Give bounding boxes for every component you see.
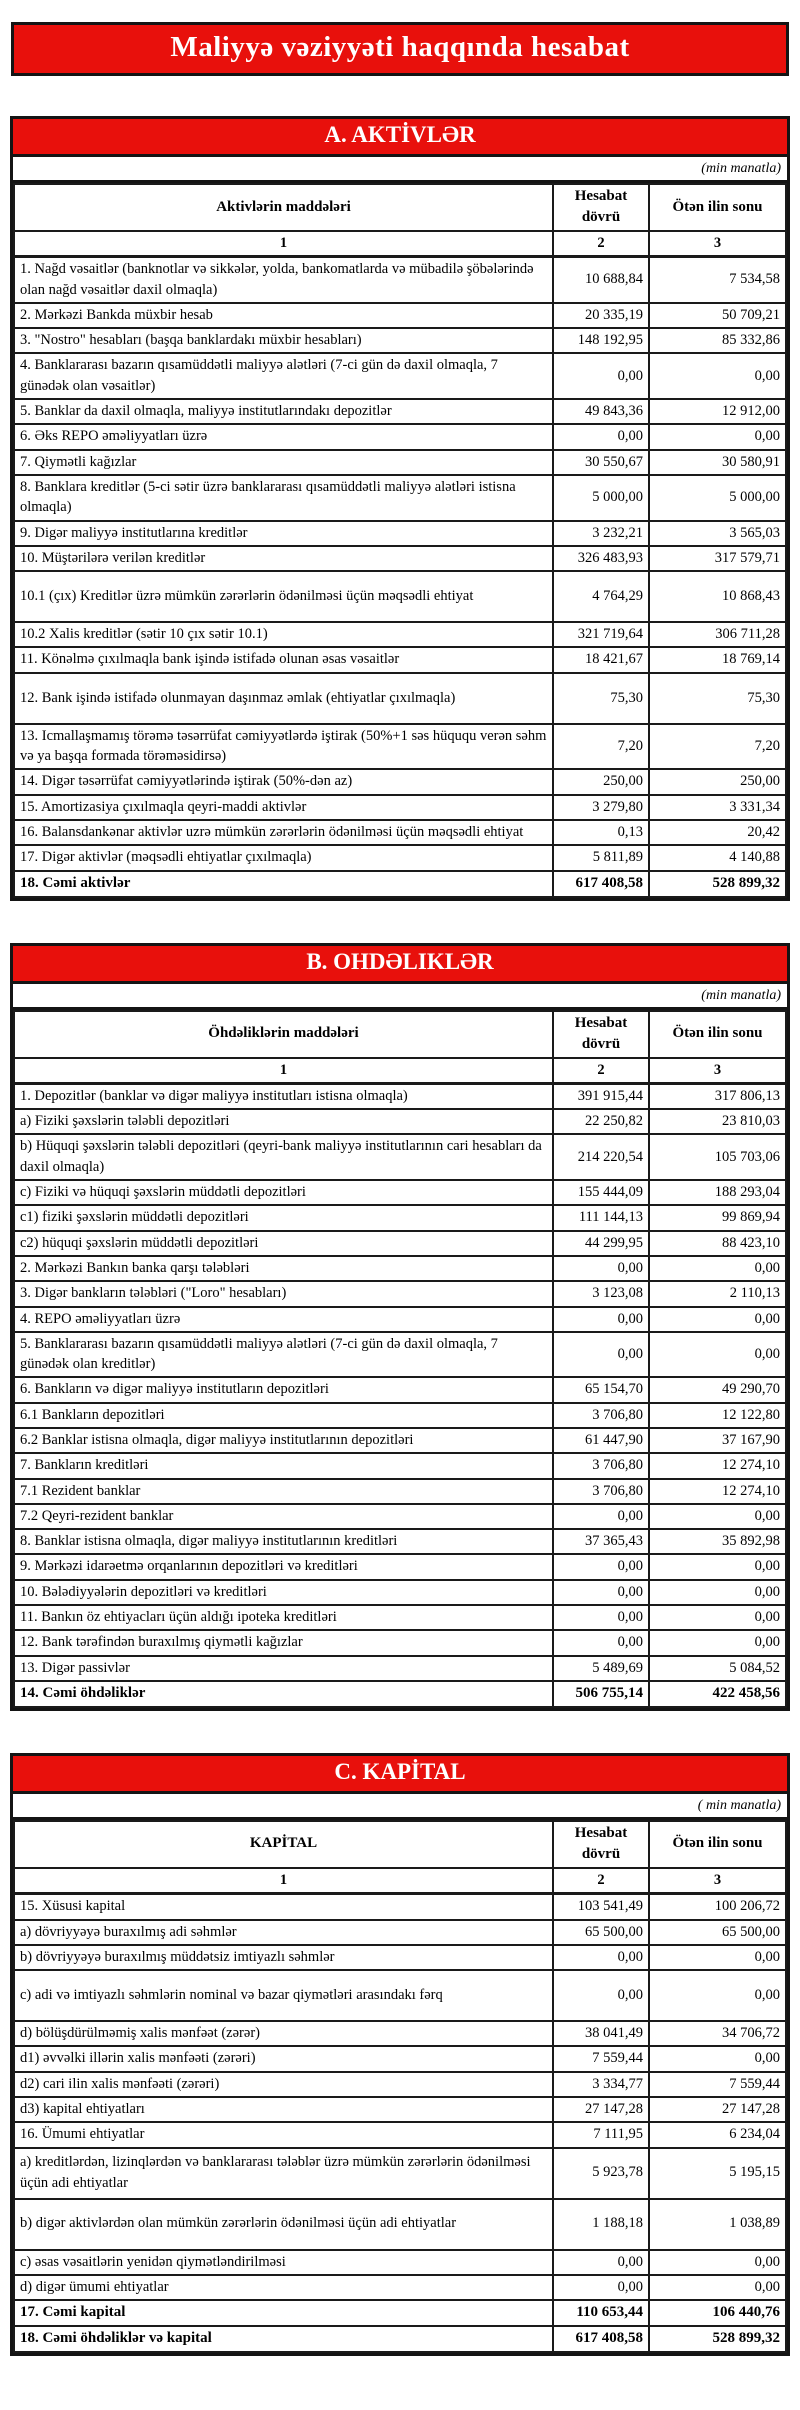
row-value-current: 5 923,78 <box>553 2148 649 2199</box>
col-index-2: 2 <box>553 231 649 257</box>
row-label: 10.1 (çıx) Kreditlər üzrə mümkün zərərlərin ödənilməsi üçün məqsədli ehtiyat <box>14 571 553 622</box>
row-value-current: 0,00 <box>553 1256 649 1281</box>
row-value-prior: 100 206,72 <box>649 1894 786 1920</box>
table-row <box>14 2046 786 2071</box>
section-table <box>13 1820 787 2353</box>
row-label: 5. Banklar da daxil olmaqla, maliyyə institutlarındakı depozitlər <box>14 399 553 424</box>
row-value-prior: 0,00 <box>649 2250 786 2275</box>
row-value-current: 5 000,00 <box>553 475 649 521</box>
row-value-current: 18 421,67 <box>553 647 649 672</box>
row-value-prior: 23 810,03 <box>649 1109 786 1134</box>
col-header-current-period: Hesabat dövrü <box>553 1011 649 1058</box>
col-index-2: 2 <box>553 1058 649 1084</box>
row-label: 1. Nağd vəsaitlər (banknotlar və sikkələr, yolda, bankomatlarda və mübadilə şöbələrində olan nağd vəsaitlər daxil olmaqla) <box>14 257 553 303</box>
column-header-row <box>14 1821 786 1868</box>
report-title: Maliyyə vəziyyəti haqqında hesabat <box>11 22 789 76</box>
table-row <box>14 257 786 303</box>
row-value-prior: 7 559,44 <box>649 2072 786 2097</box>
table-row <box>14 450 786 475</box>
row-label: 7.1 Rezident banklar <box>14 1479 553 1504</box>
row-value-prior: 0,00 <box>649 1504 786 1529</box>
row-label: c2) hüquqi şəxslərin müddətli depozitləri <box>14 1231 553 1256</box>
row-value-current: 0,13 <box>553 820 649 845</box>
row-value-prior: 0,00 <box>649 1554 786 1579</box>
row-value-current: 5 489,69 <box>553 1656 649 1681</box>
row-label: 9. Mərkəzi idarəetmə orqanlarının depozitləri və kreditləri <box>14 1554 553 1579</box>
row-label: d2) cari ilin xalis mənfəəti (zərəri) <box>14 2072 553 2097</box>
row-value-current: 7 111,95 <box>553 2122 649 2147</box>
table-row <box>14 2199 786 2250</box>
row-value-current: 0,00 <box>553 1307 649 1332</box>
table-row <box>14 1681 786 1707</box>
row-value-prior: 3 331,34 <box>649 795 786 820</box>
col-header-items: Öhdəliklərin maddələri <box>14 1011 553 1058</box>
row-value-current: 3 232,21 <box>553 521 649 546</box>
table-row <box>14 1307 786 1332</box>
row-label: 14. Digər təsərrüfat cəmiyyətlərində iştirak (50%-dən az) <box>14 769 553 794</box>
row-label: 11. Bankın öz ehtiyacları üçün aldığı ipoteka kreditləri <box>14 1605 553 1630</box>
row-value-prior: 250,00 <box>649 769 786 794</box>
row-label: 5. Banklararası bazarın qısamüddətli maliyyə alətləri (7-ci gün də daxil olmaqla, 7 günədək olan kreditlər) <box>14 1332 553 1378</box>
row-label: 13. Digər passivlər <box>14 1656 553 1681</box>
row-label: 2. Mərkəzi Bankın banka qarşı tələbləri <box>14 1256 553 1281</box>
row-value-current: 20 335,19 <box>553 303 649 328</box>
row-value-prior: 0,00 <box>649 353 786 399</box>
col-index-1: 1 <box>14 1868 553 1894</box>
row-value-current: 3 706,80 <box>553 1453 649 1478</box>
row-label: 10. Müştərilərə verilən kreditlər <box>14 546 553 571</box>
row-value-current: 3 334,77 <box>553 2072 649 2097</box>
row-value-current: 0,00 <box>553 424 649 449</box>
row-label: d1) əvvəlki illərin xalis mənfəəti (zərəri) <box>14 2046 553 2071</box>
row-value-current: 44 299,95 <box>553 1231 649 1256</box>
table-row <box>14 1134 786 1180</box>
row-value-current: 148 192,95 <box>553 328 649 353</box>
table-row <box>14 2300 786 2326</box>
row-value-prior: 88 423,10 <box>649 1231 786 1256</box>
table-row <box>14 795 786 820</box>
row-label: 14. Cəmi öhdəliklər <box>14 1681 553 1707</box>
row-label: 16. Balansdankənar aktivlər uzrə mümkün zərərlərin ödənilməsi üçün məqsədli ehtiyat <box>14 820 553 845</box>
row-label: 4. Banklararası bazarın qısamüddətli maliyyə alətləri (7-ci gün də daxil olmaqla, 7 günədək olan vəsaitlər) <box>14 353 553 399</box>
section-a <box>10 116 790 901</box>
table-row <box>14 1428 786 1453</box>
row-value-current: 0,00 <box>553 1945 649 1970</box>
table-row <box>14 871 786 897</box>
row-label: b) dövriyyəyə buraxılmış müddətsiz imtiyazlı səhmlər <box>14 1945 553 1970</box>
table-row <box>14 328 786 353</box>
row-value-prior: 30 580,91 <box>649 450 786 475</box>
unit-note: (min manatla) <box>13 984 787 1010</box>
table-row <box>14 1109 786 1134</box>
row-value-prior: 20,42 <box>649 820 786 845</box>
col-index-2: 2 <box>553 1868 649 1894</box>
row-value-prior: 85 332,86 <box>649 328 786 353</box>
column-index-row <box>14 231 786 257</box>
row-value-current: 110 653,44 <box>553 2300 649 2326</box>
table-row <box>14 622 786 647</box>
table-row <box>14 2122 786 2147</box>
unit-note: ( min manatla) <box>13 1794 787 1820</box>
row-label: 11. Könəlmə çıxılmaqla bank işində istifadə olunan əsas vəsaitlər <box>14 647 553 672</box>
row-label: 4. REPO əməliyyatları üzrə <box>14 1307 553 1332</box>
row-label: a) dövriyyəyə buraxılmış adi səhmlər <box>14 1920 553 1945</box>
table-row <box>14 2148 786 2199</box>
row-value-current: 0,00 <box>553 1970 649 2021</box>
row-value-prior: 10 868,43 <box>649 571 786 622</box>
row-value-current: 0,00 <box>553 1580 649 1605</box>
row-value-prior: 27 147,28 <box>649 2097 786 2122</box>
row-value-current: 3 706,80 <box>553 1479 649 1504</box>
row-label: c) adi və imtiyazlı səhmlərin nominal və bazar qiymətləri arasındakı fərq <box>14 1970 553 2021</box>
table-row <box>14 1403 786 1428</box>
col-header-prior-year: Ötən ilin sonu <box>649 184 786 231</box>
row-value-current: 1 188,18 <box>553 2199 649 2250</box>
row-value-prior: 5 084,52 <box>649 1656 786 1681</box>
row-label: d) digər ümumi ehtiyatlar <box>14 2275 553 2300</box>
table-row <box>14 673 786 724</box>
row-value-current: 65 154,70 <box>553 1377 649 1402</box>
row-value-prior: 422 458,56 <box>649 1681 786 1707</box>
row-value-prior: 50 709,21 <box>649 303 786 328</box>
table-row <box>14 1083 786 1109</box>
row-value-current: 506 755,14 <box>553 1681 649 1707</box>
row-value-prior: 0,00 <box>649 1256 786 1281</box>
row-value-prior: 0,00 <box>649 424 786 449</box>
table-row <box>14 1630 786 1655</box>
table-row <box>14 353 786 399</box>
row-value-prior: 306 711,28 <box>649 622 786 647</box>
row-value-current: 3 279,80 <box>553 795 649 820</box>
row-value-prior: 0,00 <box>649 2046 786 2071</box>
row-label: 18. Cəmi aktivlər <box>14 871 553 897</box>
table-row <box>14 1529 786 1554</box>
col-index-3: 3 <box>649 1058 786 1084</box>
row-value-prior: 75,30 <box>649 673 786 724</box>
row-label: 6. Bankların və digər maliyyə institutların depozitləri <box>14 1377 553 1402</box>
table-row <box>14 424 786 449</box>
row-value-current: 155 444,09 <box>553 1180 649 1205</box>
row-label: 17. Digər aktivlər (məqsədli ehtiyatlar çıxılmaqla) <box>14 845 553 870</box>
row-label: c) Fiziki və hüquqi şəxslərin müddətli depozitləri <box>14 1180 553 1205</box>
row-label: 12. Bank tərəfindən buraxılmış qiymətli kağızlar <box>14 1630 553 1655</box>
table-row <box>14 769 786 794</box>
row-label: 7. Bankların kreditləri <box>14 1453 553 1478</box>
row-value-prior: 3 565,03 <box>649 521 786 546</box>
row-value-current: 65 500,00 <box>553 1920 649 1945</box>
row-value-current: 111 144,13 <box>553 1205 649 1230</box>
column-index-row <box>14 1058 786 1084</box>
section-b <box>10 943 790 1711</box>
table-row <box>14 1605 786 1630</box>
table-row <box>14 571 786 622</box>
row-label: 9. Digər maliyyə institutlarına kreditlər <box>14 521 553 546</box>
row-label: 18. Cəmi öhdəliklər və kapital <box>14 2326 553 2352</box>
row-value-prior: 0,00 <box>649 2275 786 2300</box>
row-value-prior: 528 899,32 <box>649 871 786 897</box>
table-row <box>14 1180 786 1205</box>
row-value-current: 49 843,36 <box>553 399 649 424</box>
row-label: 2. Mərkəzi Bankda müxbir hesab <box>14 303 553 328</box>
row-value-current: 0,00 <box>553 1554 649 1579</box>
col-header-prior-year: Ötən ilin sonu <box>649 1011 786 1058</box>
table-row <box>14 1504 786 1529</box>
row-value-current: 75,30 <box>553 673 649 724</box>
table-row <box>14 521 786 546</box>
row-label: a) kreditlərdən, lizinqlərdən və banklararası tələblər üzrə mümkün zərərlərin ödənilməsi üçün adi ehtiyatlar <box>14 2148 553 2199</box>
row-value-current: 27 147,28 <box>553 2097 649 2122</box>
row-label: b) digər aktivlərdən olan mümkün zərərlərin ödənilməsi üçün adi ehtiyatlar <box>14 2199 553 2250</box>
row-value-current: 38 041,49 <box>553 2021 649 2046</box>
row-value-prior: 0,00 <box>649 1307 786 1332</box>
row-label: 8. Banklara kreditlər (5-ci sətir üzrə banklararası qısamüddətli maliyyə alətləri istisna olmaqla) <box>14 475 553 521</box>
row-value-current: 37 365,43 <box>553 1529 649 1554</box>
row-value-prior: 0,00 <box>649 1605 786 1630</box>
sections-container <box>9 116 791 2356</box>
row-value-current: 4 764,29 <box>553 571 649 622</box>
row-value-prior: 0,00 <box>649 1970 786 2021</box>
table-row <box>14 1377 786 1402</box>
row-value-current: 3 706,80 <box>553 1403 649 1428</box>
table-row <box>14 2021 786 2046</box>
table-row <box>14 475 786 521</box>
row-label: 8. Banklar istisna olmaqla, digər maliyyə institutlarının kreditləri <box>14 1529 553 1554</box>
table-row <box>14 1894 786 1920</box>
table-row <box>14 1231 786 1256</box>
row-value-prior: 2 110,13 <box>649 1281 786 1306</box>
table-row <box>14 1945 786 1970</box>
row-label: 10.2 Xalis kreditlər (sətir 10 çıx sətir 10.1) <box>14 622 553 647</box>
row-value-prior: 34 706,72 <box>649 2021 786 2046</box>
row-value-prior: 35 892,98 <box>649 1529 786 1554</box>
row-value-current: 103 541,49 <box>553 1894 649 1920</box>
row-value-prior: 4 140,88 <box>649 845 786 870</box>
column-header-row <box>14 184 786 231</box>
row-value-prior: 99 869,94 <box>649 1205 786 1230</box>
row-value-current: 391 915,44 <box>553 1083 649 1109</box>
row-value-current: 0,00 <box>553 1332 649 1378</box>
table-row <box>14 1479 786 1504</box>
row-value-current: 0,00 <box>553 2250 649 2275</box>
row-label: 16. Ümumi ehtiyatlar <box>14 2122 553 2147</box>
row-value-prior: 37 167,90 <box>649 1428 786 1453</box>
col-index-3: 3 <box>649 1868 786 1894</box>
row-label: c) əsas vəsaitlərin yenidən qiymətləndirilməsi <box>14 2250 553 2275</box>
row-label: 7. Qiymətli kağızlar <box>14 450 553 475</box>
table-row <box>14 1332 786 1378</box>
row-label: 17. Cəmi kapital <box>14 2300 553 2326</box>
row-value-current: 250,00 <box>553 769 649 794</box>
section-header-b: B. OHDƏLIKLƏR <box>13 946 787 984</box>
row-value-prior: 0,00 <box>649 1630 786 1655</box>
row-value-prior: 0,00 <box>649 1580 786 1605</box>
row-value-prior: 188 293,04 <box>649 1180 786 1205</box>
row-value-current: 3 123,08 <box>553 1281 649 1306</box>
row-label: 13. Icmallaşmamış törəmə təsərrüfat cəmiyyətlərdə iştirak (50%+1 səs hüququ verən səhm və ya başqa formada törəməsidirsə) <box>14 724 553 770</box>
col-index-3: 3 <box>649 231 786 257</box>
column-header-row <box>14 1011 786 1058</box>
row-label: 1. Depozitlər (banklar və digər maliyyə institutları istisna olmaqla) <box>14 1083 553 1109</box>
row-value-current: 214 220,54 <box>553 1134 649 1180</box>
table-row <box>14 724 786 770</box>
row-value-current: 7 559,44 <box>553 2046 649 2071</box>
table-row <box>14 1970 786 2021</box>
row-value-current: 0,00 <box>553 2275 649 2300</box>
table-row <box>14 1453 786 1478</box>
table-row <box>14 546 786 571</box>
col-header-current-period: Hesabat dövrü <box>553 1821 649 1868</box>
row-value-prior: 12 274,10 <box>649 1453 786 1478</box>
section-c <box>10 1753 790 2356</box>
table-row <box>14 820 786 845</box>
table-row <box>14 1656 786 1681</box>
row-label: 3. "Nostro" hesabları (başqa banklardakı müxbir hesabları) <box>14 328 553 353</box>
row-value-prior: 0,00 <box>649 1945 786 1970</box>
row-value-current: 10 688,84 <box>553 257 649 303</box>
row-value-prior: 105 703,06 <box>649 1134 786 1180</box>
row-value-current: 0,00 <box>553 1504 649 1529</box>
row-value-current: 617 408,58 <box>553 871 649 897</box>
table-row <box>14 1205 786 1230</box>
row-value-prior: 12 122,80 <box>649 1403 786 1428</box>
row-value-prior: 5 195,15 <box>649 2148 786 2199</box>
row-value-prior: 1 038,89 <box>649 2199 786 2250</box>
row-value-current: 0,00 <box>553 1605 649 1630</box>
row-label: a) Fiziki şəxslərin tələbli depozitləri <box>14 1109 553 1134</box>
table-row <box>14 2250 786 2275</box>
table-row <box>14 2097 786 2122</box>
row-value-current: 30 550,67 <box>553 450 649 475</box>
row-value-current: 0,00 <box>553 1630 649 1655</box>
row-label: 10. Bələdiyyələrin depozitləri və kreditləri <box>14 1580 553 1605</box>
row-label: 12. Bank işində istifadə olunmayan daşınmaz əmlak (ehtiyatlar çıxılmaqla) <box>14 673 553 724</box>
row-label: b) Hüquqi şəxslərin tələbli depozitləri (qeyri-bank maliyyə institutlarının cari hesabları da daxil olmaqla) <box>14 1134 553 1180</box>
row-value-current: 61 447,90 <box>553 1428 649 1453</box>
row-value-prior: 12 274,10 <box>649 1479 786 1504</box>
col-index-1: 1 <box>14 231 553 257</box>
row-value-prior: 317 806,13 <box>649 1083 786 1109</box>
row-value-prior: 6 234,04 <box>649 2122 786 2147</box>
table-row <box>14 303 786 328</box>
section-table <box>13 183 787 898</box>
row-value-prior: 7 534,58 <box>649 257 786 303</box>
row-value-current: 617 408,58 <box>553 2326 649 2352</box>
col-index-1: 1 <box>14 1058 553 1084</box>
table-row <box>14 2072 786 2097</box>
table-row <box>14 399 786 424</box>
column-index-row <box>14 1868 786 1894</box>
section-header-c: C. KAPİTAL <box>13 1756 787 1794</box>
row-value-current: 7,20 <box>553 724 649 770</box>
row-label: 6.1 Bankların depozitləri <box>14 1403 553 1428</box>
table-row <box>14 1580 786 1605</box>
row-label: 15. Amortizasiya çıxılmaqla qeyri-maddi aktivlər <box>14 795 553 820</box>
col-header-current-period: Hesabat dövrü <box>553 184 649 231</box>
table-row <box>14 2275 786 2300</box>
row-value-prior: 7,20 <box>649 724 786 770</box>
row-value-prior: 18 769,14 <box>649 647 786 672</box>
table-row <box>14 1920 786 1945</box>
row-value-prior: 12 912,00 <box>649 399 786 424</box>
row-label: 6.2 Banklar istisna olmaqla, digər maliyyə institutlarının depozitləri <box>14 1428 553 1453</box>
row-value-prior: 5 000,00 <box>649 475 786 521</box>
col-header-prior-year: Ötən ilin sonu <box>649 1821 786 1868</box>
row-label: 6. Əks REPO əməliyyatları üzrə <box>14 424 553 449</box>
table-row <box>14 1281 786 1306</box>
row-label: 3. Digər bankların tələbləri ("Loro" hesabları) <box>14 1281 553 1306</box>
row-value-current: 326 483,93 <box>553 546 649 571</box>
row-label: c1) fiziki şəxslərin müddətli depozitləri <box>14 1205 553 1230</box>
table-row <box>14 845 786 870</box>
row-value-current: 22 250,82 <box>553 1109 649 1134</box>
row-value-prior: 0,00 <box>649 1332 786 1378</box>
unit-note: (min manatla) <box>13 157 787 183</box>
row-value-current: 5 811,89 <box>553 845 649 870</box>
row-label: d) bölüşdürülməmiş xalis mənfəət (zərər) <box>14 2021 553 2046</box>
table-row <box>14 647 786 672</box>
row-value-prior: 65 500,00 <box>649 1920 786 1945</box>
col-header-items: KAPİTAL <box>14 1821 553 1868</box>
row-value-prior: 49 290,70 <box>649 1377 786 1402</box>
row-label: d3) kapital ehtiyatları <box>14 2097 553 2122</box>
col-header-items: Aktivlərin maddələri <box>14 184 553 231</box>
table-row <box>14 1256 786 1281</box>
row-value-prior: 528 899,32 <box>649 2326 786 2352</box>
table-row <box>14 1554 786 1579</box>
section-table <box>13 1010 787 1708</box>
row-label: 15. Xüsusi kapital <box>14 1894 553 1920</box>
row-label: 7.2 Qeyri-rezident banklar <box>14 1504 553 1529</box>
row-value-current: 321 719,64 <box>553 622 649 647</box>
row-value-prior: 106 440,76 <box>649 2300 786 2326</box>
row-value-prior: 317 579,71 <box>649 546 786 571</box>
row-value-current: 0,00 <box>553 353 649 399</box>
table-row <box>14 2326 786 2352</box>
section-header-a: A. AKTİVLƏR <box>13 119 787 157</box>
